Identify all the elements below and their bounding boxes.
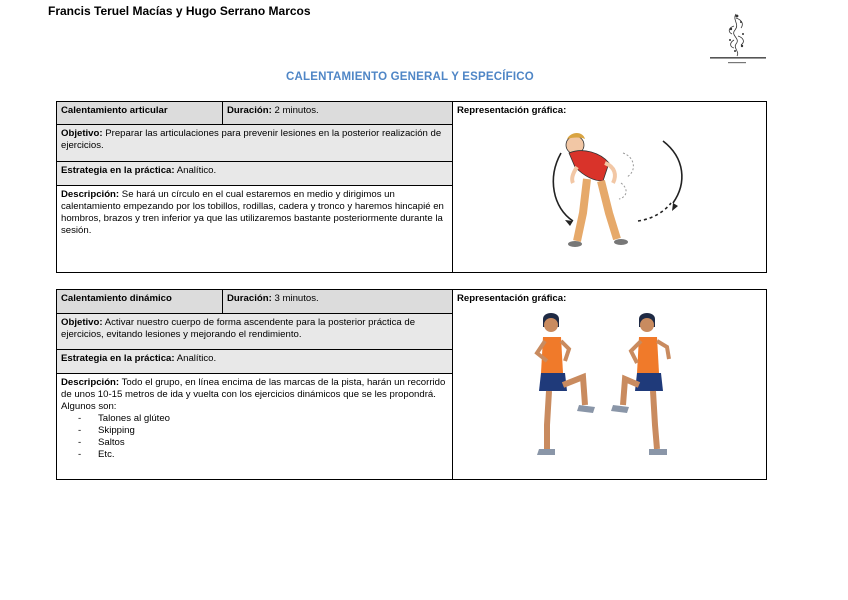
articular-warmup-illustration bbox=[543, 123, 693, 251]
exercise-list bbox=[61, 413, 448, 461]
description-text: Todo el grupo, en línea encima de las marcas de la pista, harán un recorrido de unos 10-15 metros de ida y vuelta con los ejercicios dinámicos que se les propondrá. Algunos son: bbox=[61, 377, 446, 412]
list-item: - Talones al glúteo bbox=[78, 413, 448, 425]
warmup-card-dinamico bbox=[56, 289, 767, 480]
description-text: Se hará un círculo en el cual estaremos en medio y dirigimos un calentamiento empezando por los tobillos, rodillas, cadera y tronco y haremos hincapié en hombros, brazos y tren inferior ya que las utilizaremos bastante posteriormente durante la sesión. bbox=[61, 189, 444, 236]
strategy-cell bbox=[57, 350, 453, 374]
objective-cell bbox=[57, 314, 453, 350]
duration-value: 2 minutos. bbox=[274, 105, 319, 116]
dynamic-warmup-illustration bbox=[523, 309, 723, 461]
objective-label: Objetivo: bbox=[61, 317, 103, 328]
strategy-label: Estrategia en la práctica: bbox=[61, 165, 175, 176]
description-label: Descripción: bbox=[61, 189, 120, 200]
author-name: Francis Teruel Macías y Hugo Serrano Marcos bbox=[48, 4, 311, 18]
objective-text: Preparar las articulaciones para prevenir lesiones en la posterior realización de ejercicios. bbox=[61, 128, 442, 151]
duration-cell bbox=[223, 290, 453, 314]
strategy-cell bbox=[57, 162, 453, 186]
list-item: - Saltos bbox=[78, 437, 448, 449]
duration-label: Duración: bbox=[227, 293, 272, 304]
warmup-card-articular bbox=[56, 101, 767, 273]
duration-label: Duración: bbox=[227, 105, 272, 116]
description-cell bbox=[57, 374, 453, 480]
graphic-cell bbox=[453, 290, 767, 480]
list-item: - Skipping bbox=[78, 425, 448, 437]
objective-cell bbox=[57, 125, 453, 162]
exercise-name: Calentamiento articular bbox=[57, 102, 223, 125]
strategy-label: Estrategia en la práctica: bbox=[61, 353, 175, 364]
duration-cell bbox=[223, 102, 453, 125]
duration-value: 3 minutos. bbox=[274, 293, 319, 304]
graphic-cell bbox=[453, 102, 767, 273]
document-title: CALENTAMIENTO GENERAL Y ESPECÍFICO bbox=[286, 71, 534, 83]
graphic-label: Representación gráfica: bbox=[457, 105, 567, 116]
objective-label: Objetivo: bbox=[61, 128, 103, 139]
description-cell bbox=[57, 186, 453, 273]
graphic-label: Representación gráfica: bbox=[457, 293, 567, 304]
list-item: - Etc. bbox=[78, 449, 448, 461]
objective-text: Activar nuestro cuerpo de forma ascendente para la posterior práctica de ejercicios, evitando lesiones y mejorando el rendimiento. bbox=[61, 317, 416, 340]
description-label: Descripción: bbox=[61, 377, 120, 388]
exercise-name: Calentamiento dinámico bbox=[57, 290, 223, 314]
strategy-value: Analítico. bbox=[176, 165, 217, 176]
strategy-value: Analítico. bbox=[176, 353, 217, 364]
institution-logo bbox=[706, 10, 770, 68]
